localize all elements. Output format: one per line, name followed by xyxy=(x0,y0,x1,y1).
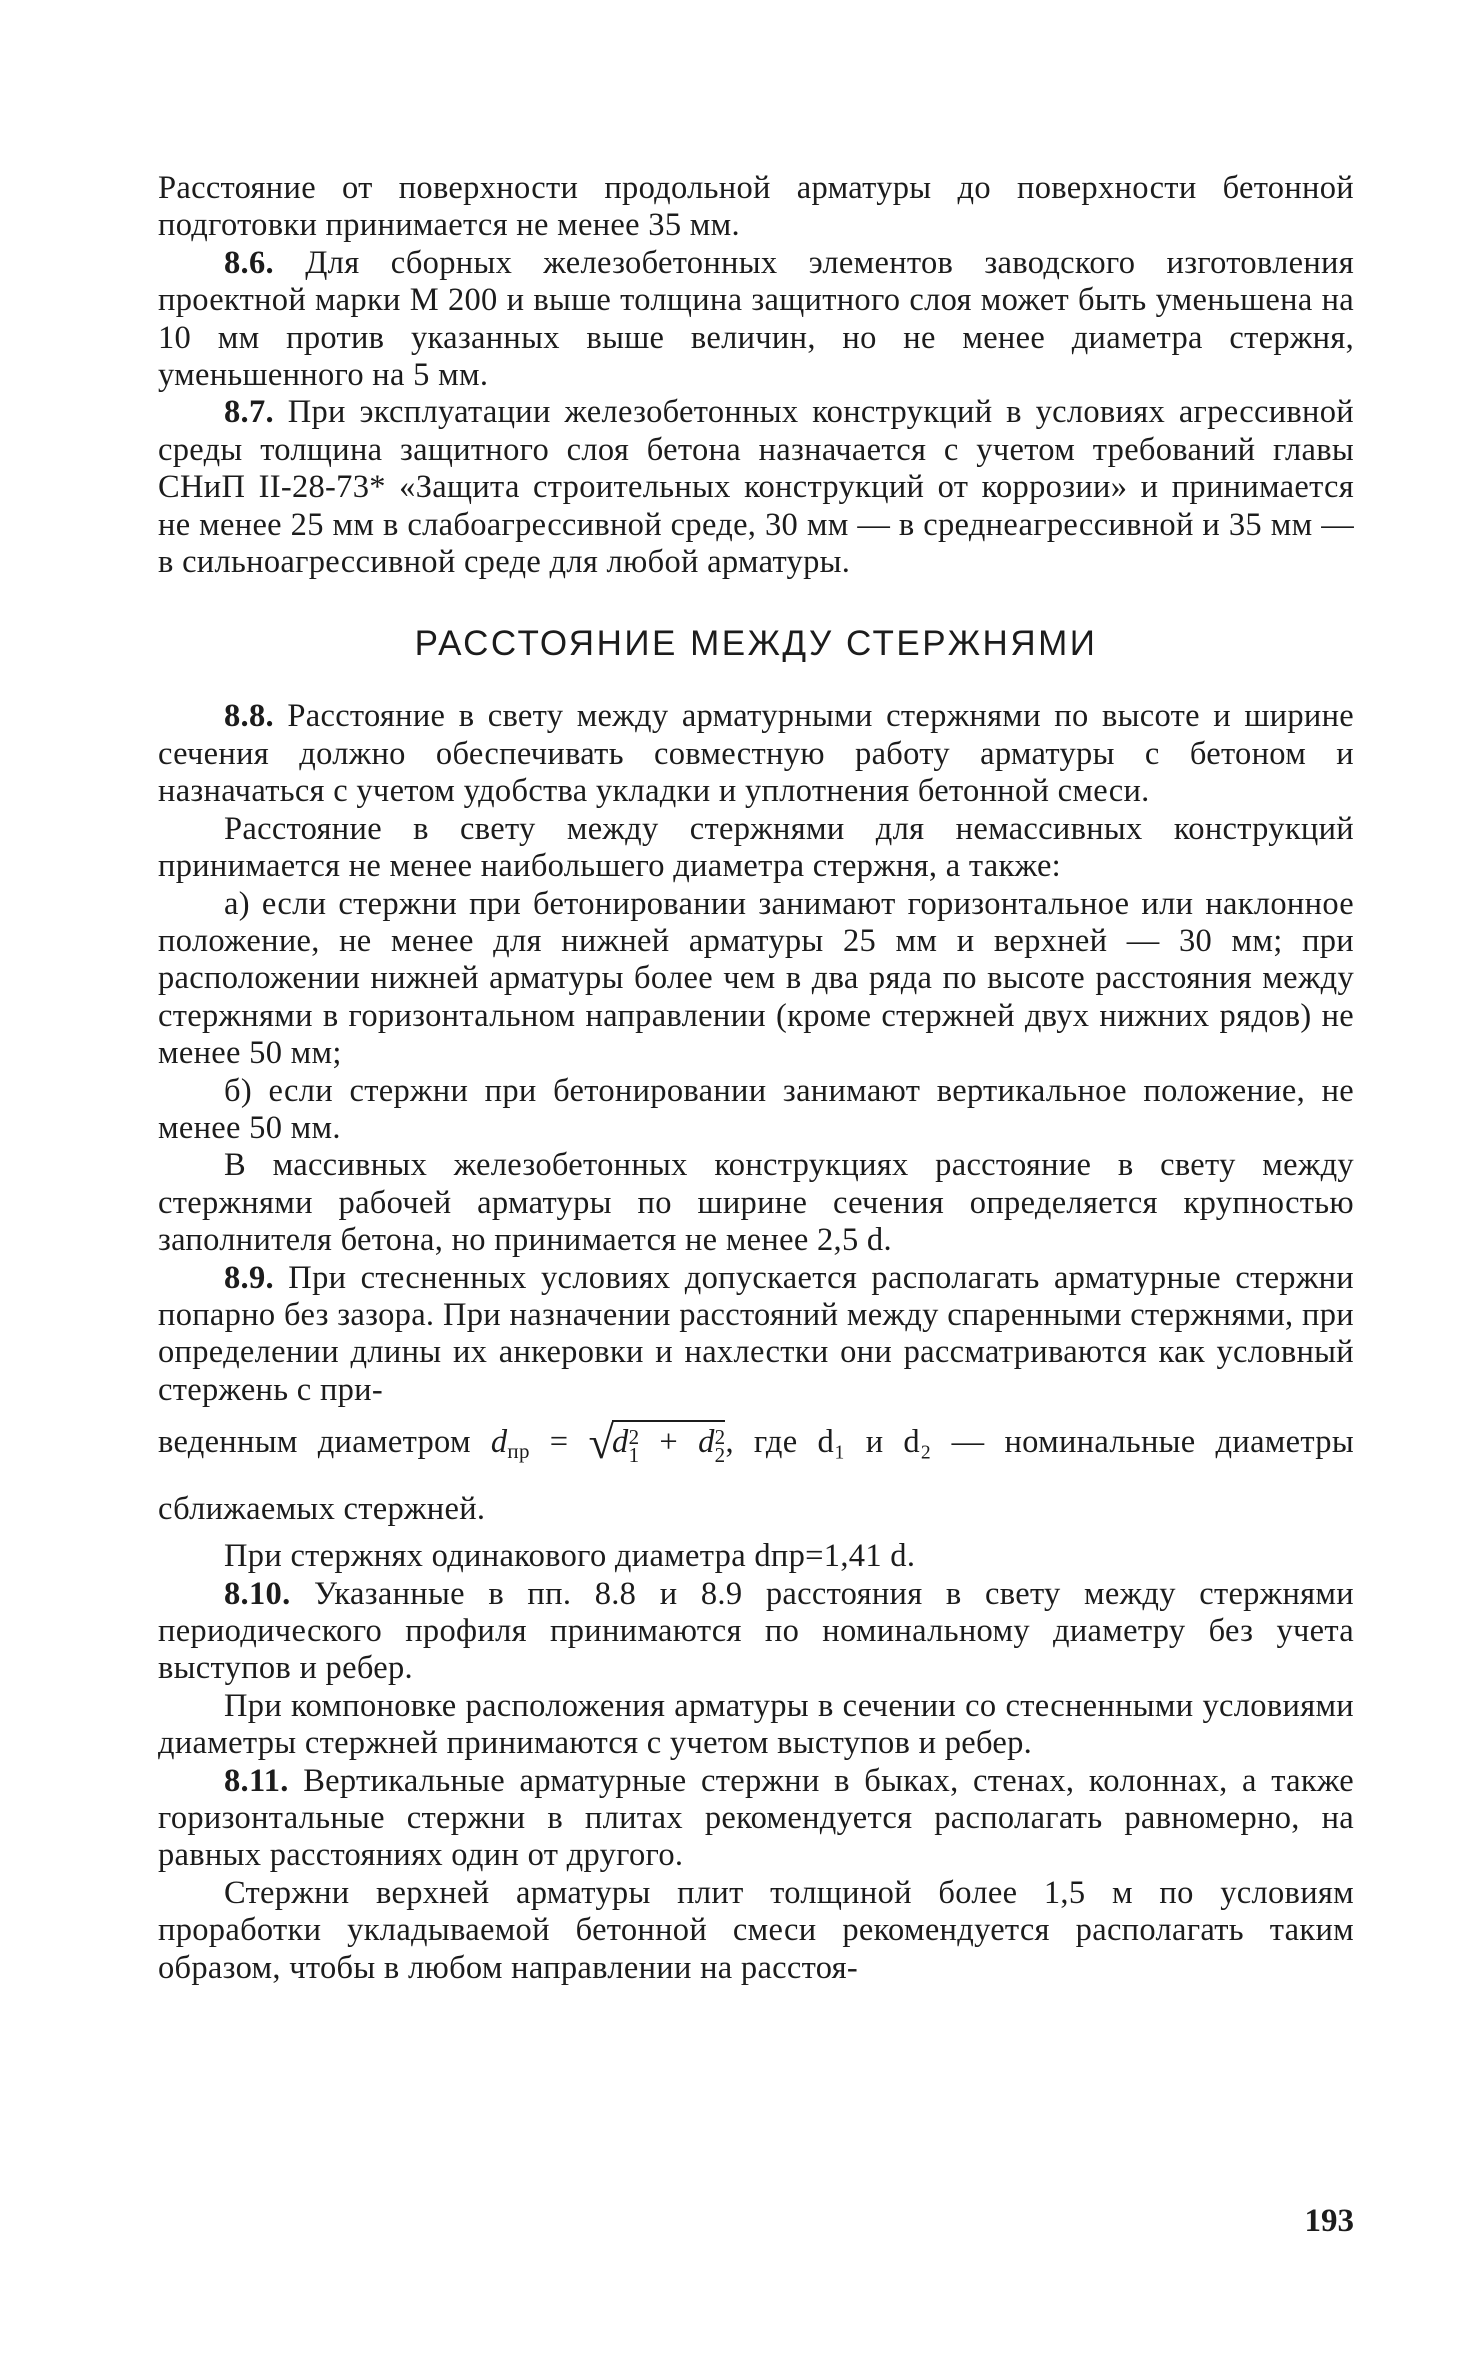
clause-number: 8.9. xyxy=(224,1259,274,1296)
paragraph-8-11-b: Стержни верхней арматуры плит толщиной более 1,5 м по условиям проработки укладываемой бетонной смеси рекомендуется располагать таким образом, чтобы в любом направлении на расстоя- xyxy=(158,1874,1354,1986)
paragraph-8-8: 8.8. Расстояние в свету между арматурными стержнями по высоте и ширине сечения должно обеспечивать совместную работу арматуры с бетоном и назначаться с учетом удобства укладки и уплотнения бетонной смеси. xyxy=(158,698,1354,810)
paragraph-8-8-item-a: а) если стержни при бетонировании занимают горизонтальное или наклонное положение, не менее для нижней арматуры 25 мм и верхней — 30 мм; при расположении нижней арматуры более чем в два ряда по высоте расстояния между стержнями в горизонтальном направлении (кроме стержней двух нижних рядов) не менее 50 мм; xyxy=(158,885,1354,1072)
clause-number: 8.6. xyxy=(224,244,274,281)
paragraph-8-6: 8.6. Для сборных железобетонных элементов заводского изготовления проектной марки М 200 и выше толщина защитного слоя может быть уменьшена на 10 мм против указанных выше величин, но не менее диаметра стержня, уменьшенного на 5 мм. xyxy=(158,244,1354,394)
paragraph-intro: Расстояние от поверхности продольной арматуры до поверхности бетонной подготовки принимается не менее 35 мм. xyxy=(158,170,1354,244)
body-text xyxy=(158,170,1354,1987)
paragraph-8-9-formula xyxy=(158,1413,1354,1538)
paragraph-8-11: 8.11. Вертикальные арматурные стержни в быках, стенах, колоннах, а также горизонтальные стержни в плитах рекомендуется располагать равномерно, на равных расстояниях один от другого. xyxy=(158,1762,1354,1874)
formula: $d_{пр} = √d$ 2 1 + d 2 2 xyxy=(490,1417,726,1469)
square-root-sign: √ xyxy=(588,1417,614,1469)
section-heading: РАССТОЯНИЕ МЕЖДУ СТЕРЖНЯМИ xyxy=(414,624,1098,664)
paragraph-8-8-item-b: б) если стержни при бетонировании занимают вертикальное положение, не менее 50 мм. xyxy=(158,1072,1354,1146)
formula-line: веденным диаметром $d_{пр} = √d$ 2 1 + d 2 2 , где d₁ и d₂ — номинальные диаметры сближаемых стержней. xyxy=(158,1417,1354,1528)
paragraph-8-8-b: Расстояние в свету между стержнями для немассивных конструкций принимается не менее наибольшего диаметра стержня, а также: xyxy=(158,810,1354,885)
paragraph-8-10: 8.10. Указанные в пп. 8.8 и 8.9 расстояния в свету между стержнями периодического профиля принимаются по номинальному диаметру без учета выступов и ребер. xyxy=(158,1575,1354,1687)
paragraph-8-9-b: При стержнях одинакового диаметра dпр=1,41 d. xyxy=(224,1538,916,1575)
clause-number: 8.8. xyxy=(224,698,274,735)
paragraph-8-9: 8.9. При стесненных условиях допускается располагать арматурные стержни попарно без зазора. При назначении расстояний между спаренными стержнями, при определении длины их анкеровки и нахлестки они рассматриваются как условный стержень с при- xyxy=(158,1259,1354,1408)
clause-number: 8.11. xyxy=(224,1762,289,1799)
paragraph-8-10-b: При компоновке расположения арматуры в сечении со стесненными условиями диаметры стержней принимаются с учетом выступов и ребер. xyxy=(158,1687,1354,1762)
clause-number: 8.10. xyxy=(224,1575,291,1612)
clause-number: 8.7. xyxy=(224,394,274,431)
paragraph-8-7: 8.7. При эксплуатации железобетонных конструкций в условиях агрессивной среды толщина защитного слоя бетона назначается с учетом требований главы СНиП II-28-73* «Защита строительных конструкций от коррозии» и принимается не менее 25 мм в слабоагрессивной среде, 30 мм — в среднеагрессивной и 35 мм — в сильноагрессивной среде для любой арматуры. xyxy=(158,394,1354,581)
paragraph-8-8-massive: В массивных железобетонных конструкциях расстояние в свету между стержнями рабочей арматуры по ширине сечения определяется крупностью заполнителя бетона, но принимается не менее 2,5 d. xyxy=(158,1147,1354,1259)
page-number: 193 xyxy=(1304,2203,1354,2239)
